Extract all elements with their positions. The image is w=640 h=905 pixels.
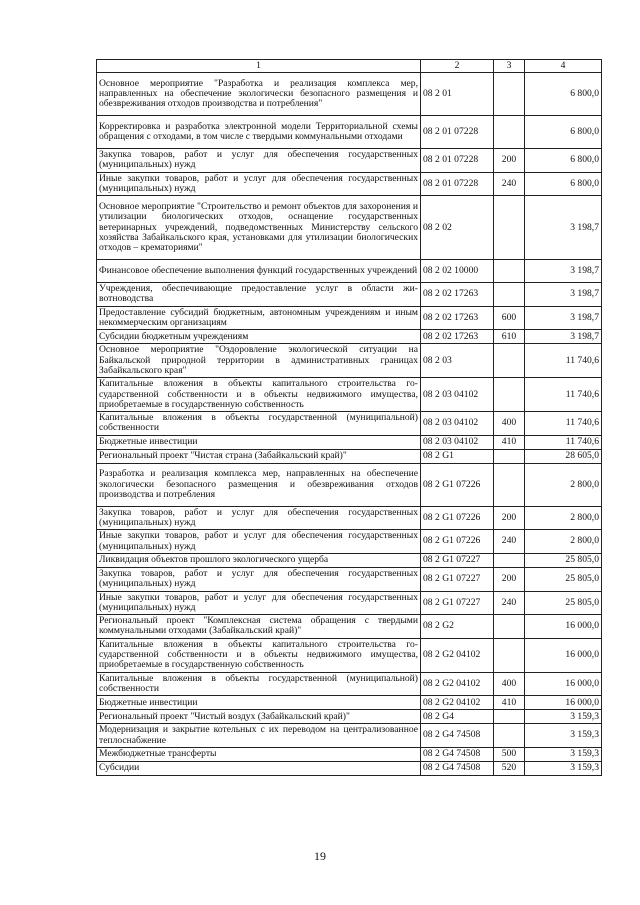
row-name-cell: Предоставление субсидий бюджетным, автономным учреждениям и иным некоммерческим организациям	[97, 306, 421, 330]
row-name-cell: Региональный проект "Чистый воздух (Забайкальский край)"	[97, 710, 421, 724]
row-name-cell: Ликвидация объектов прошлого экологического ущерба	[97, 553, 421, 567]
row-code-cell: 08 2 G1 07226	[421, 506, 494, 530]
row-sum-cell: 11 740,6	[525, 344, 602, 378]
row-name-cell: Межбюджетные трансферты	[97, 747, 421, 761]
row-code-cell: 08 2 01 07228	[421, 116, 494, 149]
row-code-cell: 08 2 G1 07227	[421, 553, 494, 567]
row-expense-type-cell	[494, 463, 525, 506]
row-name-cell: Финансовое обеспечение выполнения функций государственных учреждений	[97, 260, 421, 283]
row-expense-type-cell: 610	[494, 330, 525, 344]
row-sum-cell: 6 800,0	[525, 116, 602, 149]
row-name-cell: Закупка товаров, работ и услуг для обеспечения государственных (муниципальных) нужд	[97, 567, 421, 591]
table-row	[97, 567, 602, 591]
row-code-cell: 08 2 G4	[421, 710, 494, 724]
row-name-cell: Закупка товаров, работ и услуг для обеспечения государственных (муниципальных) нужд	[97, 506, 421, 530]
table-row	[97, 761, 602, 775]
row-name-cell: Разработка и реализация комплекса мер, направленных на обеспечение экологически безопасного размещения и обезвреживания отходов производства и потребления	[97, 463, 421, 506]
row-code-cell: 08 2 G2 04102	[421, 638, 494, 672]
row-sum-cell: 16 000,0	[525, 638, 602, 672]
row-name-cell: Иные закупки товаров, работ и услуг для обеспечения государственных (муниципальных) нужд	[97, 530, 421, 554]
table-row	[97, 172, 602, 196]
row-name-cell: Региональный проект "Комплексная система обращения с твердыми коммунальными отходами (Забайкальский край)"	[97, 615, 421, 639]
row-code-cell: 08 2 02	[421, 196, 494, 260]
table-row	[97, 591, 602, 615]
column-header-sum: 4	[525, 60, 602, 73]
table-row	[97, 73, 602, 116]
row-expense-type-cell: 240	[494, 172, 525, 196]
table-row	[97, 530, 602, 554]
row-code-cell: 08 2 01 07228	[421, 149, 494, 173]
row-expense-type-cell: 410	[494, 696, 525, 710]
row-code-cell: 08 2 G1	[421, 449, 494, 463]
row-sum-cell: 2 800,0	[525, 530, 602, 554]
row-sum-cell: 25 805,0	[525, 553, 602, 567]
row-name-cell: Капитальные вложения в объекты капитального строительства государственной собственности и в объекты недвижимого имущества, приобретаемые в государственную собственность	[97, 378, 421, 412]
budget-table	[96, 59, 602, 776]
table-row	[97, 196, 602, 260]
table-row	[97, 116, 602, 149]
row-sum-cell: 3 159,3	[525, 724, 602, 748]
column-header-name: 1	[97, 60, 421, 73]
row-code-cell: 08 2 02 17263	[421, 330, 494, 344]
row-code-cell: 08 2 G4 74508	[421, 747, 494, 761]
table-row	[97, 149, 602, 173]
row-sum-cell: 16 000,0	[525, 696, 602, 710]
row-code-cell: 08 2 01	[421, 73, 494, 116]
table-row	[97, 378, 602, 412]
table-row	[97, 710, 602, 724]
row-expense-type-cell	[494, 116, 525, 149]
row-code-cell: 08 2 G4 74508	[421, 761, 494, 775]
row-code-cell: 08 2 03 04102	[421, 412, 494, 436]
row-sum-cell: 3 198,7	[525, 260, 602, 283]
table-row	[97, 449, 602, 463]
row-code-cell: 08 2 G1 07226	[421, 530, 494, 554]
table-row	[97, 724, 602, 748]
table-row	[97, 696, 602, 710]
row-sum-cell: 16 000,0	[525, 615, 602, 639]
row-sum-cell: 3 159,3	[525, 761, 602, 775]
row-sum-cell: 2 800,0	[525, 463, 602, 506]
table-row	[97, 463, 602, 506]
row-expense-type-cell	[494, 283, 525, 307]
row-expense-type-cell: 240	[494, 591, 525, 615]
row-expense-type-cell: 200	[494, 506, 525, 530]
table-row	[97, 306, 602, 330]
table-row	[97, 672, 602, 696]
row-name-cell: Бюджетные инвестиции	[97, 435, 421, 449]
row-expense-type-cell	[494, 196, 525, 260]
row-sum-cell: 11 740,6	[525, 435, 602, 449]
row-code-cell: 08 2 G2	[421, 615, 494, 639]
row-expense-type-cell: 500	[494, 747, 525, 761]
row-name-cell: Модернизация и закрытие котельных с их переводом на централизованное теплоснабжение	[97, 724, 421, 748]
row-expense-type-cell: 200	[494, 567, 525, 591]
table-row	[97, 283, 602, 307]
table-row	[97, 412, 602, 436]
row-expense-type-cell: 240	[494, 530, 525, 554]
row-code-cell: 08 2 G2 04102	[421, 696, 494, 710]
row-sum-cell: 25 805,0	[525, 591, 602, 615]
row-code-cell: 08 2 G1 07227	[421, 591, 494, 615]
row-sum-cell: 3 159,3	[525, 710, 602, 724]
row-code-cell: 08 2 G1 07226	[421, 463, 494, 506]
row-expense-type-cell	[494, 449, 525, 463]
row-name-cell: Капитальные вложения в объекты капитального строительства государственной собственности и в объекты недвижимого имущества, приобретаемые в государственную собственность	[97, 638, 421, 672]
row-expense-type-cell	[494, 344, 525, 378]
row-code-cell: 08 2 G1 07227	[421, 567, 494, 591]
row-sum-cell: 6 800,0	[525, 172, 602, 196]
row-code-cell: 08 2 03 04102	[421, 378, 494, 412]
row-expense-type-cell: 410	[494, 435, 525, 449]
table-row	[97, 615, 602, 639]
row-sum-cell: 25 805,0	[525, 567, 602, 591]
row-sum-cell: 6 800,0	[525, 73, 602, 116]
row-code-cell: 08 2 02 17263	[421, 283, 494, 307]
row-name-cell: Бюджетные инвестиции	[97, 696, 421, 710]
row-expense-type-cell	[494, 710, 525, 724]
row-code-cell: 08 2 03 04102	[421, 435, 494, 449]
row-name-cell: Основное мероприятие "Строительство и ремонт объектов для захоронения и утилизации биологических отходов, оснащение государственных ветеринарных учреждений, подведомственных Министерству сельского хозяйства Забайкальского края, установками для утилизации биологических отходов – крематориями"	[97, 196, 421, 260]
row-expense-type-cell	[494, 615, 525, 639]
row-name-cell: Учреждения, обеспечивающие предоставление услуг в области животноводства	[97, 283, 421, 307]
table-row	[97, 435, 602, 449]
row-name-cell: Основное мероприятие "Оздоровление экологической ситуации на Байкальской природной территории в административных границах Забайкальского края"	[97, 344, 421, 378]
row-expense-type-cell	[494, 724, 525, 748]
column-header-code: 2	[421, 60, 494, 73]
row-name-cell: Капитальные вложения в объекты государственной (муниципальной) собственности	[97, 672, 421, 696]
row-name-cell: Капитальные вложения в объекты государственной (муниципальной) собственности	[97, 412, 421, 436]
row-sum-cell: 3 198,7	[525, 283, 602, 307]
table-row	[97, 260, 602, 283]
row-sum-cell: 16 000,0	[525, 672, 602, 696]
table-header-row	[97, 60, 602, 73]
row-expense-type-cell	[494, 73, 525, 116]
row-code-cell: 08 2 03	[421, 344, 494, 378]
row-code-cell: 08 2 G4 74508	[421, 724, 494, 748]
table-row	[97, 330, 602, 344]
row-sum-cell: 11 740,6	[525, 378, 602, 412]
row-expense-type-cell	[494, 638, 525, 672]
page-number: 19	[314, 849, 326, 863]
row-sum-cell: 3 159,3	[525, 747, 602, 761]
table-row	[97, 506, 602, 530]
row-name-cell: Иные закупки товаров, работ и услуг для обеспечения государственных (муниципальных) нужд	[97, 591, 421, 615]
row-code-cell: 08 2 02 17263	[421, 306, 494, 330]
row-code-cell: 08 2 01 07228	[421, 172, 494, 196]
row-sum-cell: 3 198,7	[525, 306, 602, 330]
row-sum-cell: 11 740,6	[525, 412, 602, 436]
row-expense-type-cell: 200	[494, 149, 525, 173]
row-code-cell: 08 2 02 10000	[421, 260, 494, 283]
row-name-cell: Субсидии	[97, 761, 421, 775]
row-expense-type-cell: 600	[494, 306, 525, 330]
row-name-cell: Корректировка и разработка электронной модели Территориальной схемы обращения с отходами, в том числе с твердыми коммунальными отходами	[97, 116, 421, 149]
row-expense-type-cell: 400	[494, 412, 525, 436]
row-sum-cell: 2 800,0	[525, 506, 602, 530]
row-name-cell: Иные закупки товаров, работ и услуг для обеспечения государственных (муниципальных) нужд	[97, 172, 421, 196]
row-expense-type-cell	[494, 378, 525, 412]
row-sum-cell: 3 198,7	[525, 196, 602, 260]
row-name-cell: Закупка товаров, работ и услуг для обеспечения государственных (муниципальных) нужд	[97, 149, 421, 173]
table-row	[97, 638, 602, 672]
row-sum-cell: 28 605,0	[525, 449, 602, 463]
row-expense-type-cell: 520	[494, 761, 525, 775]
table-row	[97, 747, 602, 761]
row-expense-type-cell	[494, 260, 525, 283]
table-row	[97, 344, 602, 378]
row-name-cell: Региональный проект "Чистая страна (Забайкальский край)"	[97, 449, 421, 463]
row-sum-cell: 3 198,7	[525, 330, 602, 344]
row-expense-type-cell: 400	[494, 672, 525, 696]
row-sum-cell: 6 800,0	[525, 149, 602, 173]
table-row	[97, 553, 602, 567]
column-header-expense-type: 3	[494, 60, 525, 73]
row-code-cell: 08 2 G2 04102	[421, 672, 494, 696]
row-name-cell: Основное мероприятие "Разработка и реализация комплекса мер, направленных на обеспечение экологически безопасного размещения и обезвреживания отходов производства и потребления"	[97, 73, 421, 116]
row-expense-type-cell	[494, 553, 525, 567]
row-name-cell: Субсидии бюджетным учреждениям	[97, 330, 421, 344]
